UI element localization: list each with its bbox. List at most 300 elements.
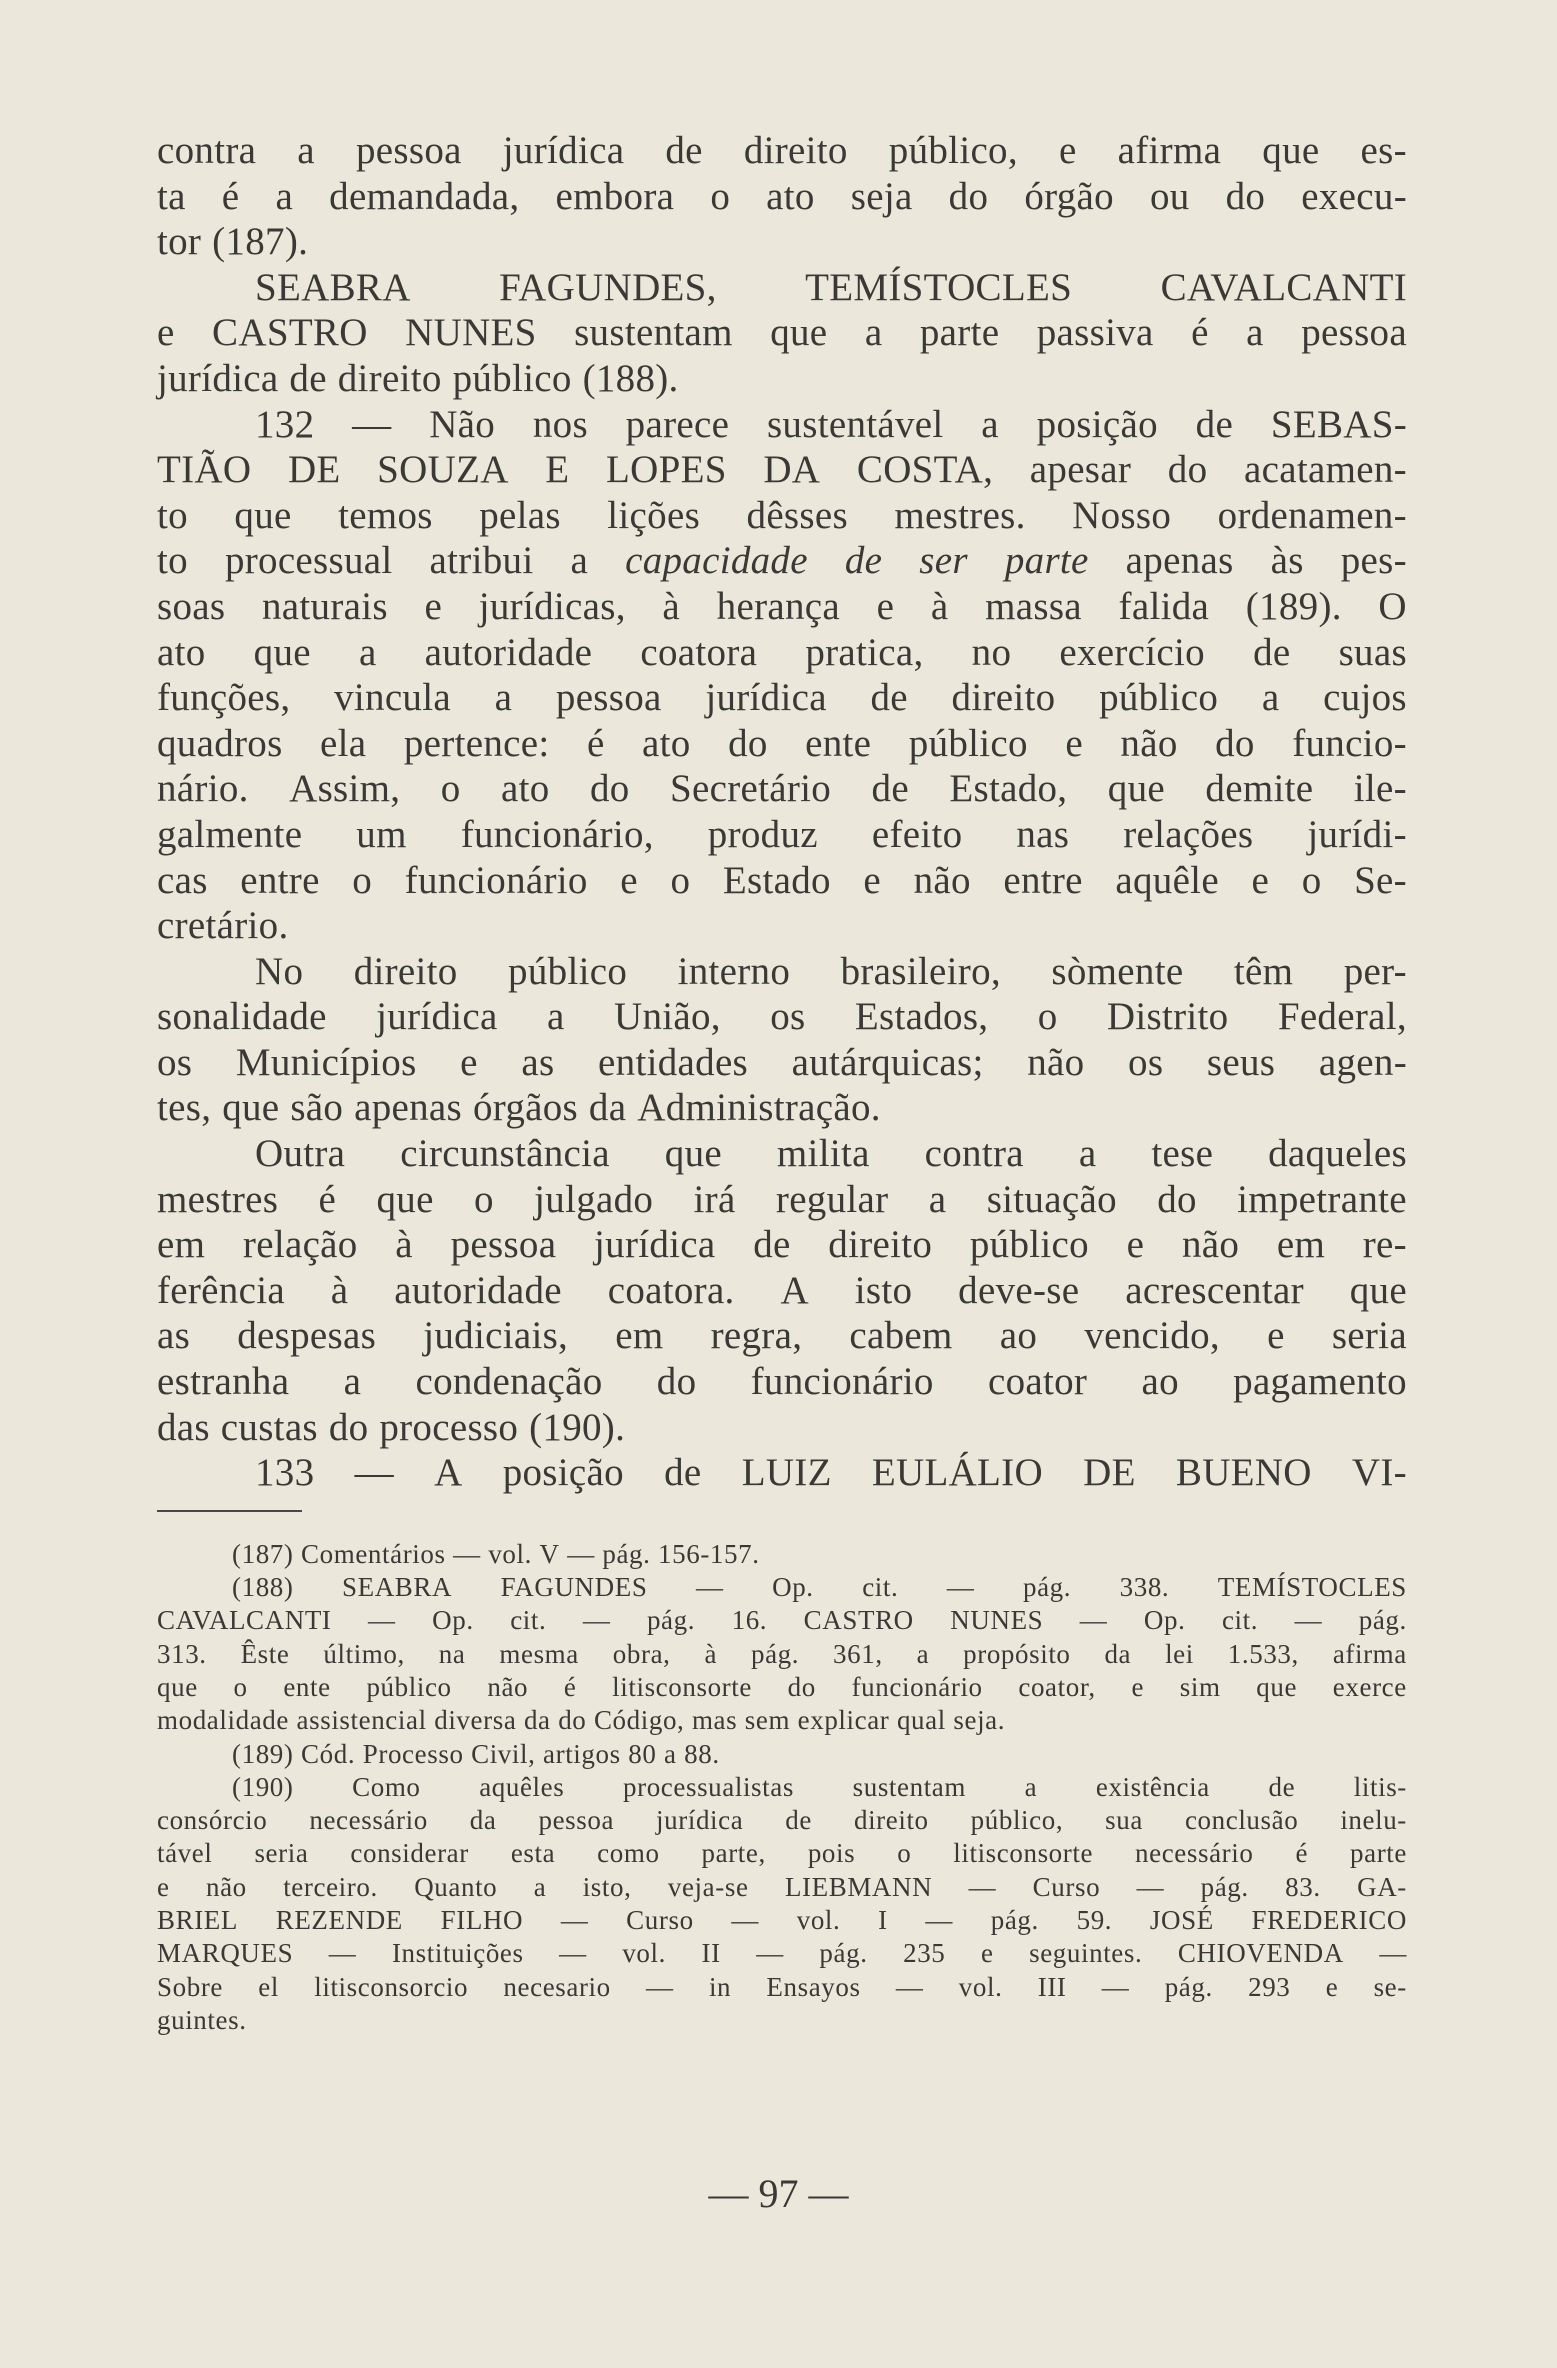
word: ato (642, 721, 691, 765)
body-line (157, 584, 1407, 630)
word: condenação (415, 1360, 603, 1404)
word: Êste (240, 1638, 290, 1669)
word: capacidade (625, 539, 808, 583)
word: a (1078, 1132, 1097, 1176)
word: do (1167, 448, 1208, 492)
word: que (253, 630, 311, 674)
word: conclusão (1184, 1805, 1299, 1836)
word: atribui (429, 539, 534, 583)
word: Processo (362, 1738, 464, 1769)
body-line (157, 903, 1407, 949)
body-line (157, 766, 1407, 812)
word: acrescentar (1125, 1268, 1304, 1312)
word: União, (614, 995, 721, 1039)
footnote-line (157, 1671, 1407, 1704)
word: seguintes. (1029, 1938, 1143, 1969)
word: seja (850, 174, 913, 218)
word: os (1128, 1040, 1164, 1084)
word: de (1268, 1771, 1296, 1802)
word: de (289, 356, 327, 400)
word: CHIOVENDA (1177, 1938, 1344, 1969)
word: o (670, 858, 691, 902)
word: e (980, 1938, 994, 1969)
word: 293 (1248, 1971, 1291, 2002)
word: 132 (255, 402, 315, 446)
word: pág. (750, 1638, 800, 1669)
footnote-line (157, 1837, 1407, 1870)
word: soas (157, 584, 226, 628)
word: e (1126, 1223, 1145, 1267)
word: — (968, 1871, 997, 1902)
word: — (1294, 1605, 1323, 1636)
word: CASTRO (212, 311, 368, 355)
word: jurídicas, (478, 584, 626, 628)
word: demandada, (329, 174, 520, 218)
word: vencido, (1084, 1314, 1220, 1358)
word: interno (677, 949, 791, 993)
word: é (586, 721, 605, 765)
word: TEMÍSTOCLES (1217, 1572, 1407, 1603)
word: pág. (1200, 1871, 1249, 1902)
word: ela (320, 721, 367, 765)
word: parte (1004, 539, 1089, 583)
word: e (1325, 1971, 1339, 2002)
word: não (1120, 721, 1178, 765)
word: é (1295, 1838, 1309, 1869)
body-line (157, 1268, 1407, 1314)
word: despesas (237, 1314, 377, 1358)
word: pessoa (1301, 311, 1407, 355)
word: tável (157, 1838, 213, 1869)
word: — (756, 1938, 784, 1969)
footnote-line (157, 1804, 1407, 1837)
word: — (695, 1572, 724, 1603)
word: falida (1118, 584, 1210, 628)
word: — (567, 1538, 595, 1569)
word: um (356, 812, 407, 856)
word: herança (716, 584, 840, 628)
word: a (275, 174, 294, 218)
word: BRIEL (157, 1905, 238, 1936)
word: Comentários (301, 1538, 446, 1569)
word: cretário. (157, 904, 289, 948)
body-line (157, 1405, 1407, 1451)
word: REZENDE (275, 1905, 403, 1936)
word: 133 (255, 1451, 315, 1495)
body-line (157, 1222, 1407, 1268)
body-line (157, 447, 1407, 493)
word: à (662, 584, 681, 628)
word: O (1378, 584, 1407, 628)
word: sòmente (1051, 949, 1184, 993)
word: coatora (640, 630, 758, 674)
word: jurídica (594, 1223, 716, 1267)
body-line (157, 219, 1407, 265)
word: que (1262, 129, 1320, 172)
word: Curso (626, 1905, 694, 1936)
word: de (665, 129, 703, 172)
word: VI- (1351, 1451, 1407, 1495)
word: jurídica (376, 995, 498, 1039)
word: contra (924, 1132, 1024, 1176)
word: (188). (582, 356, 679, 400)
word: autoridade (394, 1268, 562, 1312)
word: TIÃO (157, 448, 252, 492)
word: regular (775, 1177, 889, 1221)
body-line (157, 493, 1407, 539)
word: o (474, 1177, 494, 1221)
word: isto (854, 1268, 913, 1312)
word: — (328, 1938, 357, 1969)
footnote-line (157, 1704, 1407, 1737)
word: produz (707, 812, 818, 856)
footnote-line (157, 1571, 1407, 1604)
word: do (948, 174, 989, 218)
word: custas (220, 1405, 318, 1449)
word: guintes. (157, 2004, 247, 2035)
word: ferência (157, 1268, 285, 1312)
word: pág. (602, 1538, 651, 1569)
word: e (876, 584, 895, 628)
word: a (570, 539, 589, 583)
word: último, (323, 1638, 405, 1669)
word: a (297, 129, 315, 172)
word: Op. (432, 1605, 474, 1636)
word: é (563, 1672, 577, 1702)
word: Op. (1143, 1605, 1186, 1636)
word: que (1256, 1672, 1298, 1702)
word: público (1099, 676, 1219, 720)
word: LOPES (606, 448, 727, 492)
word: mesma (499, 1638, 579, 1669)
word: No (255, 949, 304, 993)
word: o (233, 1672, 248, 1702)
word: el (258, 1971, 279, 2002)
word: consórcio (157, 1805, 268, 1836)
word: não (206, 1871, 247, 1902)
word: — (352, 402, 392, 446)
word: V (539, 1538, 560, 1569)
word: inelu- (1340, 1805, 1407, 1836)
word: pág. (1358, 1605, 1407, 1636)
word: direito (743, 129, 848, 172)
body-line (157, 721, 1407, 767)
word: afirma (1117, 129, 1222, 172)
word: temos (338, 493, 433, 537)
word: 156-157. (658, 1538, 760, 1569)
word: jurídi- (1307, 812, 1407, 856)
word: parte, (701, 1838, 766, 1869)
word: relações (1123, 812, 1254, 856)
word: Como (352, 1771, 421, 1802)
word: brasileiro, (840, 949, 1001, 993)
word: Op. (772, 1572, 814, 1603)
word: entre (240, 858, 320, 902)
body-line (157, 630, 1407, 676)
word: 235 (903, 1938, 946, 1969)
word: coator, (1018, 1672, 1096, 1702)
word: coator (987, 1360, 1088, 1404)
word: público (366, 1672, 452, 1702)
word: veja-se (667, 1871, 749, 1902)
body-line (157, 1450, 1407, 1496)
footnote-line (157, 1538, 1407, 1571)
word: — (1101, 1971, 1130, 2002)
footnote-line (157, 1971, 1407, 2004)
word: cit. (510, 1605, 547, 1636)
word: vol. (796, 1905, 841, 1936)
word: ao (1141, 1360, 1179, 1404)
word: II (701, 1938, 721, 1969)
word: e (1131, 1672, 1145, 1702)
word: CASTRO (803, 1605, 914, 1636)
word: que (376, 1177, 434, 1221)
word: tor (157, 220, 202, 264)
word: A (434, 1451, 463, 1495)
word: Estados, (854, 995, 989, 1039)
word: CAVALCANTI (1160, 265, 1407, 309)
word: à (330, 1268, 349, 1312)
word: Estado (722, 858, 831, 902)
word: Administração. (637, 1086, 881, 1130)
word: da (523, 1705, 551, 1736)
word: DE (1083, 1451, 1136, 1495)
word: modalidade (157, 1705, 289, 1736)
body-line (157, 174, 1407, 220)
word: in (708, 1971, 732, 2002)
word: propósito (963, 1638, 1071, 1669)
body-line (157, 402, 1407, 448)
body-line (157, 1359, 1407, 1405)
word: não (1181, 1223, 1240, 1267)
word: litisconsorcio (314, 1971, 469, 2002)
word: a (547, 995, 565, 1039)
word: — (354, 1451, 394, 1495)
word: DA (763, 448, 821, 492)
word: aquêles (479, 1771, 565, 1802)
word: seria (1331, 1314, 1407, 1358)
word: Curso (1032, 1871, 1101, 1902)
word: isto, (582, 1871, 632, 1902)
word: sustentam (574, 311, 733, 355)
word: SEBAS- (1270, 402, 1407, 446)
word: ile- (1353, 767, 1407, 811)
word: es- (1360, 129, 1407, 172)
word: que (1349, 1268, 1407, 1312)
word: — (646, 1971, 674, 2002)
body-line (157, 812, 1407, 858)
word: do (558, 1705, 587, 1736)
word: cit. (1221, 1605, 1259, 1636)
word: no (971, 630, 1012, 674)
word: EULÁLIO (871, 1451, 1043, 1495)
word: BUENO (1175, 1451, 1312, 1495)
word: a (1246, 311, 1264, 355)
word: quadros (157, 721, 283, 765)
word: Não (429, 402, 496, 446)
word: regra, (710, 1314, 803, 1358)
footnote-line (157, 1871, 1407, 1904)
word: julgado (534, 1177, 654, 1221)
word: exercício (1059, 630, 1205, 674)
word: passiva (1036, 311, 1154, 355)
word: e (1251, 858, 1270, 902)
word: mestres. (894, 493, 1026, 537)
word: das (157, 1405, 210, 1449)
body-line (157, 1131, 1407, 1177)
word: massa (985, 584, 1082, 628)
word: a (1024, 1771, 1038, 1802)
word: necessário (309, 1805, 428, 1836)
word: é (221, 174, 240, 218)
word: estranha (157, 1360, 290, 1404)
word: não (487, 1672, 529, 1702)
word: pessoa (450, 1223, 557, 1267)
word: — (1379, 1938, 1407, 1969)
word: seria (254, 1838, 309, 1869)
word: e (1267, 1314, 1285, 1358)
word: o (1037, 995, 1058, 1039)
word: é (318, 1177, 337, 1221)
word: do (656, 1360, 697, 1404)
body-line (157, 994, 1407, 1040)
word: pratica, (805, 630, 924, 674)
word: da (1104, 1638, 1132, 1669)
word: público, (888, 129, 1018, 172)
word: lei (1165, 1638, 1194, 1669)
word: exerce (1332, 1672, 1407, 1702)
word: têm (1233, 949, 1294, 993)
word: os (770, 995, 806, 1039)
word: não (1027, 1040, 1085, 1084)
word: entre (1003, 858, 1083, 902)
word: posição (502, 1451, 624, 1495)
word: JOSÉ (1149, 1905, 1214, 1936)
word: relação (242, 1223, 358, 1267)
word: III (1037, 1971, 1067, 2002)
word: do (1215, 721, 1255, 765)
body-line (157, 675, 1407, 721)
word: Civil, (471, 1738, 536, 1769)
word: (189). (1245, 584, 1342, 628)
word: público (908, 721, 1028, 765)
body-line (157, 310, 1407, 356)
word: aquêle (1115, 858, 1219, 902)
word: pág. (1022, 1572, 1072, 1603)
word: TEMÍSTOCLES (805, 265, 1073, 309)
word: às (1270, 539, 1304, 583)
word: — (731, 1905, 760, 1936)
word: (187) (232, 1538, 294, 1569)
word: posição (1036, 402, 1158, 446)
word: cas (157, 858, 208, 902)
word: o (1301, 858, 1322, 902)
word: não (913, 858, 971, 902)
word: e (424, 584, 443, 628)
word: sua (1105, 1805, 1143, 1836)
word: Distrito (1106, 995, 1229, 1039)
word: a (916, 1638, 930, 1669)
word: litis- (1353, 1771, 1407, 1802)
word: e (460, 1040, 478, 1084)
word: de (870, 676, 908, 720)
word: sustentável (766, 402, 944, 446)
word: necessário (1135, 1838, 1254, 1869)
word: funcionário, (460, 812, 654, 856)
word: per- (1343, 949, 1407, 993)
word: jurídica (502, 129, 625, 172)
word: autoridade (424, 630, 593, 674)
word: LUIZ (741, 1451, 832, 1495)
word: em (615, 1314, 664, 1358)
word: que (770, 311, 828, 355)
word: considerar (350, 1838, 469, 1869)
word: a (533, 1871, 547, 1902)
word: demite (1205, 767, 1314, 811)
word: artigos (543, 1738, 621, 1769)
word: pes- (1340, 539, 1407, 583)
word: suas (1338, 630, 1407, 674)
word: em (1276, 1223, 1326, 1267)
word: MARQUES (157, 1938, 294, 1969)
word: situação (986, 1177, 1117, 1221)
word: Estado, (949, 767, 1068, 811)
word: galmente (157, 812, 303, 856)
word: do (328, 1405, 369, 1449)
word: explicar (797, 1705, 890, 1736)
word: 83. (1285, 1871, 1321, 1902)
word: os (157, 1040, 193, 1084)
word: e (863, 858, 881, 902)
word: re- (1362, 1223, 1407, 1267)
word: direito (337, 356, 442, 400)
word: ato (766, 174, 815, 218)
word: daqueles (1268, 1132, 1407, 1176)
word: litisconsorte (612, 1672, 752, 1702)
word: direito (828, 1223, 933, 1267)
word: na (438, 1638, 466, 1669)
word: do (728, 721, 768, 765)
footnote-line (157, 1904, 1407, 1937)
word: órgãos (472, 1086, 579, 1130)
word: execu- (1301, 174, 1407, 218)
word: — (559, 1938, 587, 1969)
word: afirma (1332, 1638, 1407, 1669)
word: apenas (354, 1086, 463, 1130)
word: as (157, 1314, 191, 1358)
word: de (753, 1223, 791, 1267)
word: ente (805, 721, 872, 765)
word: (188) (232, 1572, 294, 1603)
word: o (352, 858, 373, 902)
word: — (1136, 1871, 1165, 1902)
body-line (157, 265, 1407, 311)
word: seja. (953, 1705, 1006, 1736)
word: que (222, 1086, 280, 1130)
word: funções, (157, 676, 291, 720)
word: Secretário (670, 767, 832, 811)
word: nos (532, 402, 588, 446)
word: ordenamen- (1217, 493, 1407, 537)
word: direito (353, 949, 458, 993)
word: NUNES (950, 1605, 1044, 1636)
word: — (582, 1605, 611, 1636)
word: processo (379, 1405, 519, 1449)
word: nário. (157, 767, 249, 811)
word: vol. (488, 1538, 532, 1569)
word: sustentam (852, 1771, 966, 1802)
word: ou (1149, 174, 1190, 218)
